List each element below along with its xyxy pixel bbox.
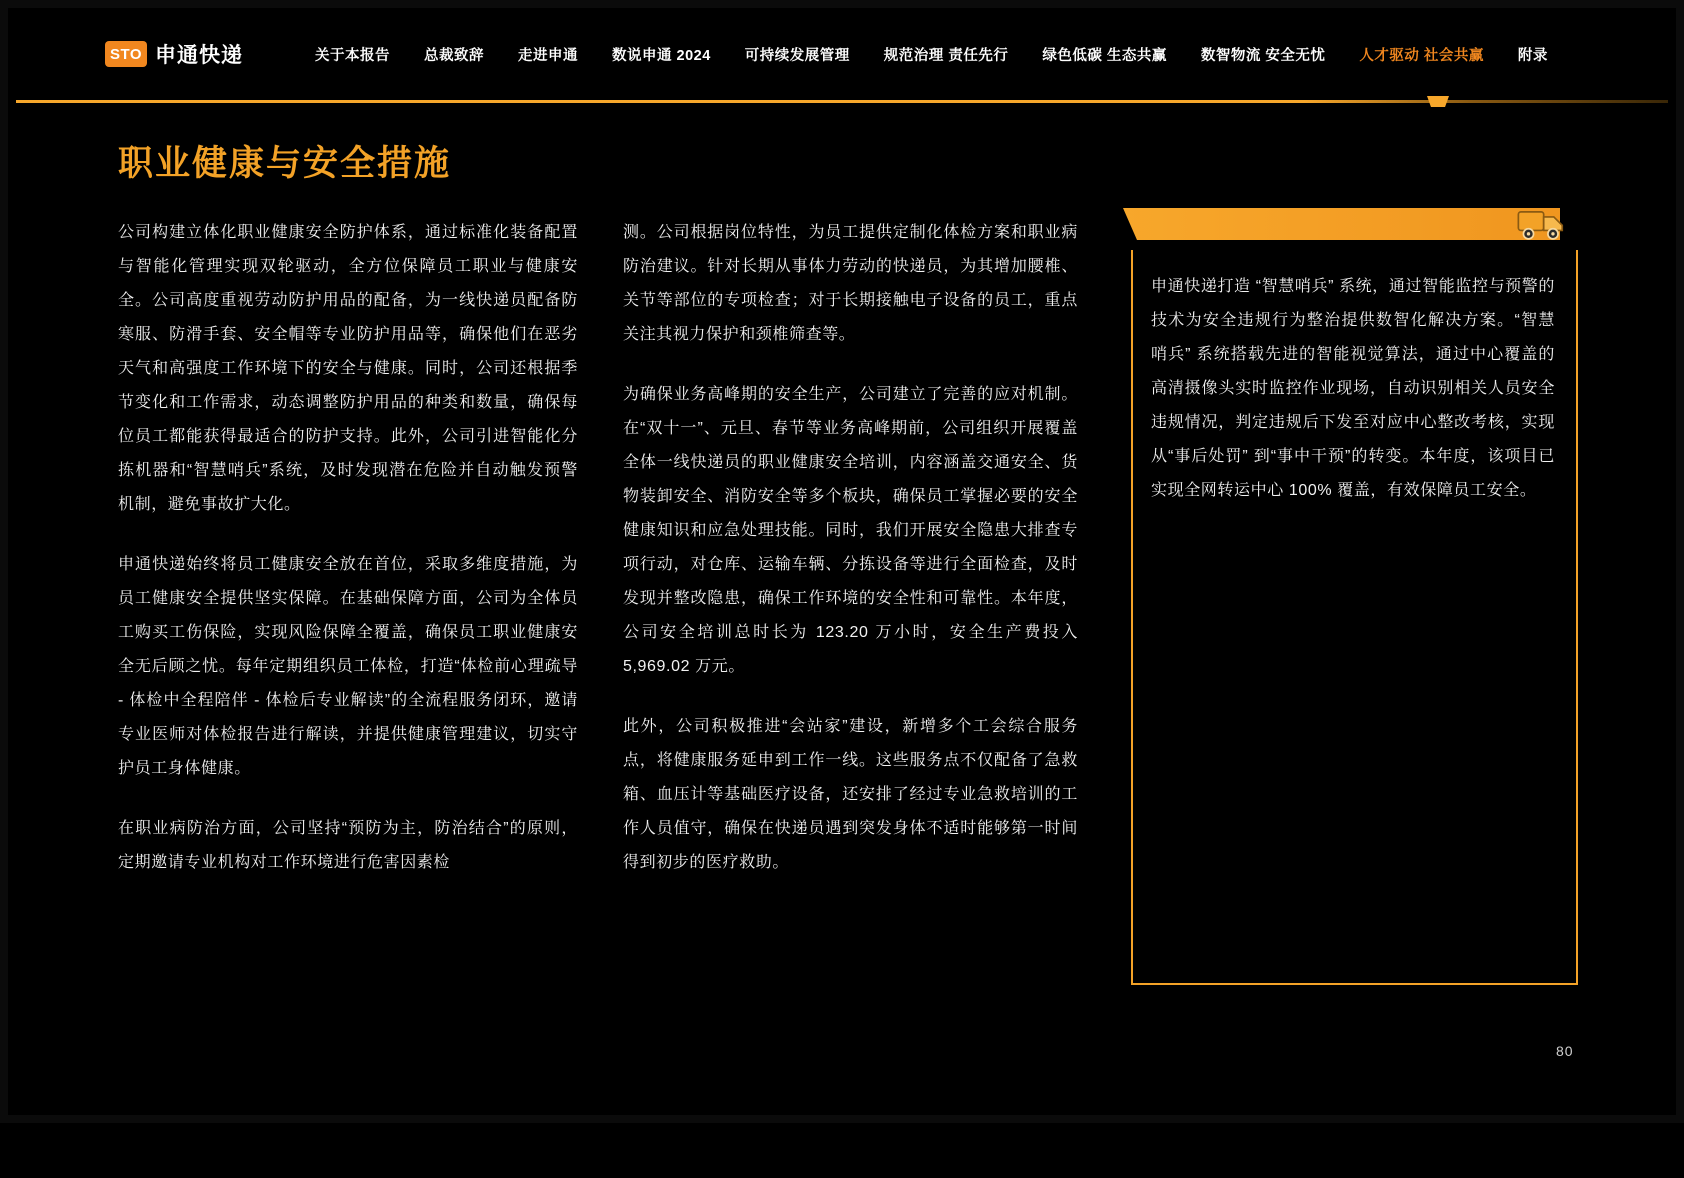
nav-item-appendix[interactable]: 附录 — [1517, 47, 1548, 64]
nav-item-green-low-carbon[interactable]: 绿色低碳 生态共赢 — [1042, 47, 1167, 64]
brand-name: 申通快递 — [155, 44, 243, 67]
top-navigation — [8, 8, 1676, 100]
paragraph: 申通快递始终将员工健康安全放在首位，采取多维度措施，为员工健康安全提供坚实保障。在基础保障方面，公司为全体员工购买工伤保险，实现风险保障全覆盖，确保员工职业健康安全无后顾之忧。每年定期组织员工体检，打造“体检前心理疏导 - 体检中全程陪伴 - 体检后专业解读”的全流程服务闭环，邀请专业医师对体检报告进行解读，并提供健康管理建议，切实守护员工身体健康。 — [118, 556, 578, 777]
paragraph: 测。公司根据岗位特性，为员工提供定制化体检方案和职业病防治建议。针对长期从事体力劳动的快递员，为其增加腰椎、关节等部位的专项检查；对于长期接触电子设备的员工，重点关注其视力保护和颈椎筛查等。 — [623, 224, 1078, 343]
page-canvas — [8, 8, 1676, 1115]
paragraph: 为确保业务高峰期的安全生产，公司建立了完善的应对机制。在“双十一”、元旦、春节等业务高峰期前，公司组织开展覆盖全体一线快递员的职业健康安全培训，内容涵盖交通安全、货物装卸安全、消防安全等多个板块，确保员工掌握必要的安全健康知识和应急处理技能。同时，我们开展安全隐患大排查专项行动，对仓库、运输车辆、分拣设备等进行全面检查，及时发现并整改隐患，确保工作环境的安全性和可靠性。本年度，公司安全培训总时长为 123.20 万小时，安全生产费投入 5,969.02 万元。 — [623, 386, 1078, 675]
nav-divider — [16, 100, 1668, 103]
brand-logo[interactable] — [105, 39, 243, 69]
card-header-bar — [1123, 208, 1560, 240]
body-column-right — [623, 216, 1078, 906]
page-title: 职业健康与安全措施 — [118, 144, 452, 183]
nav-item-data-2024[interactable]: 数说申通 2024 — [612, 47, 711, 64]
nav-item-about-report[interactable]: 关于本报告 — [315, 47, 390, 64]
nav-item-ceo-message[interactable]: 总裁致辞 — [424, 47, 484, 64]
highlight-card — [1123, 208, 1588, 998]
paragraph: 公司构建立体化职业健康安全防护体系，通过标准化装备配置与智能化管理实现双轮驱动，全方位保障员工职业与健康安全。公司高度重视劳动防护用品的配备，为一线快递员配备防寒服、防滑手套、安全帽等专业防护用品等，确保他们在恶劣天气和高强度工作环境下的安全与健康。同时，公司还根据季节变化和工作需求，动态调整防护用品的种类和数量，确保每位员工都能获得最适合的防护支持。此外，公司引进智能化分拣机器和“智慧哨兵”系统，及时发现潜在危险并自动触发预警机制，避免事故扩大化。 — [118, 224, 578, 513]
paragraph: 此外，公司积极推进“会站家”建设，新增多个工会综合服务点，将健康服务延申到工作一线。这些服务点不仅配备了急救箱、血压计等基础医疗设备，还安排了经过专业急救培训的工作人员值守，确保在快递员遇到突发身体不适时能够第一时间得到初步的医疗救助。 — [623, 718, 1078, 871]
card-body-text: 申通快递打造 “智慧哨兵” 系统，通过智能监控与预警的技术为安全违规行为整治提供数智化解决方案。“智慧哨兵” 系统搭载先进的智能视觉算法，通过中心覆盖的高清摄像头实时监控作业现场，自动识别相关人员安全违规情况，判定违规后下发至对应中心整改考核，实现从“事后处罚” 到“事中干预”的转变。本年度，该项目已实现全网转运中心 100% 覆盖，有效保障员工安全。 — [1151, 278, 1555, 499]
paragraph: 在职业病防治方面，公司坚持“预防为主，防治结合”的原则，定期邀请专业机构对工作环境进行危害因素检 — [118, 820, 578, 871]
nav-progress-marker-icon — [1427, 96, 1449, 107]
sto-logo-icon: STO — [105, 41, 147, 67]
delivery-truck-icon — [1515, 200, 1569, 244]
nav-item-sustainability-management[interactable]: 可持续发展管理 — [744, 47, 850, 64]
nav-item-smart-logistics[interactable]: 数智物流 安全无忧 — [1200, 47, 1326, 64]
body-column-left — [118, 216, 578, 906]
nav-item-governance[interactable]: 规范治理 责任先行 — [883, 47, 1009, 64]
nav-item-into-sto[interactable]: 走进申通 — [518, 47, 578, 64]
page-number: 80 — [1556, 1043, 1574, 1059]
nav-item-talent-driven[interactable]: 人才驱动 社会共赢 — [1359, 47, 1484, 64]
nav-items — [315, 44, 1548, 65]
